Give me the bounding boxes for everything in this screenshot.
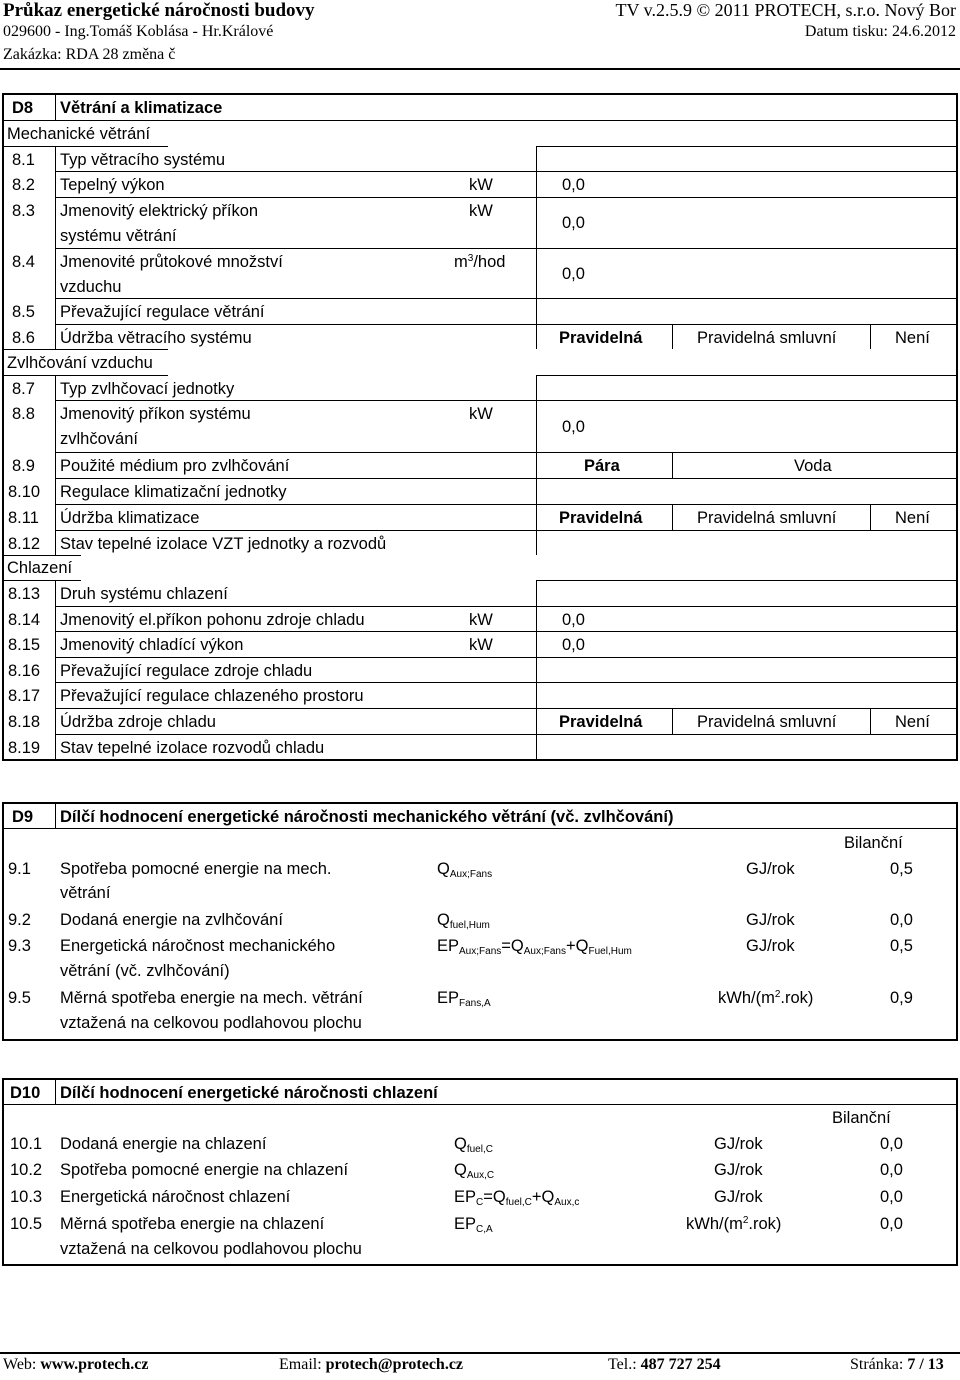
- footer-rule: [0, 1352, 960, 1354]
- row-label: Jmenovitý el.příkon pohonu zdroje chladu: [60, 611, 365, 629]
- row-symbol: $Q_{fuel,C}$: [454, 1135, 493, 1155]
- print-date: Datum tisku: 24.6.2012: [804, 23, 956, 40]
- row-label: Energetická náročnost mechanického: [60, 937, 336, 955]
- option: Pravidelná smluvní: [697, 509, 837, 527]
- row-unit: kWh/$(m^2.rok)$: [686, 1215, 782, 1233]
- row-number: 10.3: [10, 1188, 43, 1206]
- row-label: Měrná spotřeba energie na mech. větrání: [60, 989, 363, 1007]
- row-label: Typ zvlhčovací jednotky: [60, 380, 235, 398]
- row-number: 8.14: [8, 611, 41, 629]
- d8-title: Větrání a klimatizace: [60, 99, 223, 117]
- row-value: 0,9: [890, 989, 913, 1007]
- row-number: 8.12: [8, 535, 41, 553]
- row-unit: GJ/rok: [746, 860, 795, 878]
- row-number: 8.16: [8, 662, 41, 680]
- row-unit: $m^3$/hod: [454, 253, 506, 271]
- row-label: Energetická náročnost chlazení: [60, 1188, 291, 1206]
- row-unit: GJ/rok: [746, 937, 795, 955]
- row-label: Spotřeba pomocné energie na mech.: [60, 860, 332, 878]
- row-unit: kW: [469, 176, 493, 194]
- row-label: Jmenovité průtokové množství: [60, 253, 283, 271]
- row-value: 0,0: [880, 1215, 903, 1233]
- row-number: 8.5: [12, 303, 35, 321]
- row-value: 0,5: [890, 860, 913, 878]
- row-value: 0,0: [562, 636, 585, 654]
- option-selected: Pára: [584, 457, 620, 475]
- d9-title: Dílčí hodnocení energetické náročnosti mechanického větrání (vč. zvlhčování): [60, 808, 674, 826]
- row-label: Tepelný výkon: [60, 176, 165, 194]
- row-value: 0,0: [562, 611, 585, 629]
- row-number: 9.2: [8, 911, 31, 929]
- author-line: 029600 - Ing.Tomáš Koblása - Hr.Králové: [3, 23, 274, 40]
- column-header-balance: Bilanční: [832, 1109, 891, 1127]
- option-selected: Pravidelná: [559, 329, 643, 347]
- row-number: 8.19: [8, 739, 41, 757]
- row-number: 8.8: [12, 405, 35, 423]
- order-line: Zakázka: RDA 28 změna č: [3, 46, 176, 63]
- row-unit: kWh/$(m^2.rok)$: [718, 989, 814, 1007]
- web-link[interactable]: www.protech.cz: [40, 1356, 149, 1373]
- d9-code: D9: [12, 808, 34, 826]
- row-symbol: $EP_C=Q_{fuel,C}+Q_{Aux,c}$: [454, 1188, 580, 1208]
- row-number: 8.1: [12, 151, 35, 169]
- row-value: 0,0: [890, 911, 913, 929]
- row-number: 8.6: [12, 329, 35, 347]
- section-air-humidification: Zvlhčování vzduchu: [7, 354, 153, 372]
- row-value: 0,0: [562, 418, 585, 436]
- row-label: Jmenovitý příkon systému: [60, 405, 251, 423]
- row-label: Jmenovitý elektrický příkon: [60, 202, 259, 220]
- row-label: Údržba klimatizace: [60, 509, 200, 527]
- header-rule: [0, 68, 960, 70]
- row-label: Typ větracího systému: [60, 151, 226, 169]
- row-unit: GJ/rok: [714, 1188, 763, 1206]
- row-label-line2: vztažená na celkovou podlahovou plochu: [60, 1014, 362, 1032]
- row-number: 8.13: [8, 585, 41, 603]
- software-version: TV v.2.5.9 © 2011 PROTECH, s.r.o. Nový Bor: [615, 0, 956, 20]
- footer-phone: Tel.: 487 727 254: [608, 1356, 721, 1373]
- row-label-line2: vzduchu: [60, 278, 122, 296]
- row-value: 0,0: [880, 1188, 903, 1206]
- row-number: 8.10: [8, 483, 41, 501]
- d8-code: D8: [12, 99, 34, 117]
- row-symbol: $EP_{C,A}$: [454, 1215, 493, 1235]
- row-unit: kW: [469, 202, 493, 220]
- row-unit: GJ/rok: [714, 1161, 763, 1179]
- column-header-balance: Bilanční: [844, 834, 903, 852]
- row-unit: kW: [469, 636, 493, 654]
- row-symbol: $EP_{Aux;Fans}=Q_{Aux;Fans}+Q_{Fuel,Hum}$: [437, 937, 632, 957]
- row-unit: kW: [469, 611, 493, 629]
- row-number: 9.1: [8, 860, 31, 878]
- row-number: 8.17: [8, 687, 41, 705]
- option-selected: Pravidelná: [559, 509, 643, 527]
- row-value: 0,0: [562, 214, 585, 232]
- row-label-line2: zvlhčování: [60, 430, 138, 448]
- row-label: Stav tepelné izolace rozvodů chladu: [60, 739, 325, 757]
- row-symbol: $Q_{fuel,Hum}$: [437, 911, 490, 931]
- row-number: 8.11: [8, 509, 39, 527]
- footer-email: Email: protech@protech.cz: [279, 1356, 464, 1373]
- row-symbol: $EP_{Fans,A}$: [437, 989, 491, 1009]
- row-label: Použité médium pro zvlhčování: [60, 457, 290, 475]
- row-value: 0,0: [880, 1161, 903, 1179]
- row-number: 9.3: [8, 937, 31, 955]
- row-number: 8.15: [8, 636, 41, 654]
- row-label: Dodaná energie na chlazení: [60, 1135, 267, 1153]
- option: Není: [895, 329, 930, 347]
- row-unit: GJ/rok: [746, 911, 795, 929]
- row-number: 9.5: [8, 989, 31, 1007]
- row-label: Převažující regulace větrání: [60, 303, 265, 321]
- row-symbol: $Q_{Aux,C}$: [454, 1161, 495, 1181]
- row-label: Jmenovitý chladící výkon: [60, 636, 244, 654]
- row-value: 0,5: [890, 937, 913, 955]
- row-label: Převažující regulace zdroje chladu: [60, 662, 313, 680]
- row-value: 0,0: [562, 176, 585, 194]
- option: Není: [895, 509, 930, 527]
- d10-title: Dílčí hodnocení energetické náročnosti chlazení: [60, 1084, 438, 1102]
- row-label: Dodaná energie na zvlhčování: [60, 911, 283, 929]
- option: Není: [895, 713, 930, 731]
- row-value: 0,0: [562, 265, 585, 283]
- row-number: 8.2: [12, 176, 35, 194]
- row-number: 10.2: [10, 1161, 43, 1179]
- row-label: Regulace klimatizační jednotky: [60, 483, 287, 501]
- row-label-line2: systému větrání: [60, 227, 177, 245]
- row-number: 10.1: [10, 1135, 43, 1153]
- row-label: Druh systému chlazení: [60, 585, 228, 603]
- document-title: Průkaz energetické náročnosti budovy: [3, 0, 315, 21]
- row-number: 10.5: [10, 1215, 43, 1233]
- row-number: 8.18: [8, 713, 41, 731]
- section-mechanical-ventilation: Mechanické větrání: [7, 125, 151, 143]
- row-label-line2: větrání (vč. zvlhčování): [60, 962, 230, 980]
- row-number: 8.4: [12, 253, 35, 271]
- row-label: Převažující regulace chlazeného prostoru: [60, 687, 364, 705]
- option: Pravidelná smluvní: [697, 329, 837, 347]
- row-label-line2: vztažená na celkovou podlahovou plochu: [60, 1240, 362, 1258]
- section-cooling: Chlazení: [7, 559, 73, 577]
- row-unit: kW: [469, 405, 493, 423]
- d10-code: D10: [10, 1084, 41, 1102]
- footer-page-number: Stránka: 7 / 13: [850, 1356, 944, 1373]
- row-number: 8.7: [12, 380, 35, 398]
- row-label: Spotřeba pomocné energie na chlazení: [60, 1161, 349, 1179]
- row-value: 0,0: [880, 1135, 903, 1153]
- row-number: 8.9: [12, 457, 35, 475]
- row-number: 8.3: [12, 202, 35, 220]
- row-label: Údržba zdroje chladu: [60, 713, 216, 731]
- row-label: Stav tepelné izolace VZT jednotky a rozvodů: [60, 535, 387, 553]
- option-selected: Pravidelná: [559, 713, 643, 731]
- row-label: Údržba větracího systému: [60, 329, 252, 347]
- option: Pravidelná smluvní: [697, 713, 837, 731]
- row-unit: GJ/rok: [714, 1135, 763, 1153]
- row-label: Měrná spotřeba energie na chlazení: [60, 1215, 325, 1233]
- option: Voda: [794, 457, 832, 475]
- row-label-line2: větrání: [60, 884, 111, 902]
- footer-web: Web: www.protech.cz: [3, 1356, 149, 1373]
- row-symbol: $Q_{Aux;Fans}$: [437, 860, 493, 880]
- email-link[interactable]: protech@protech.cz: [325, 1356, 464, 1373]
